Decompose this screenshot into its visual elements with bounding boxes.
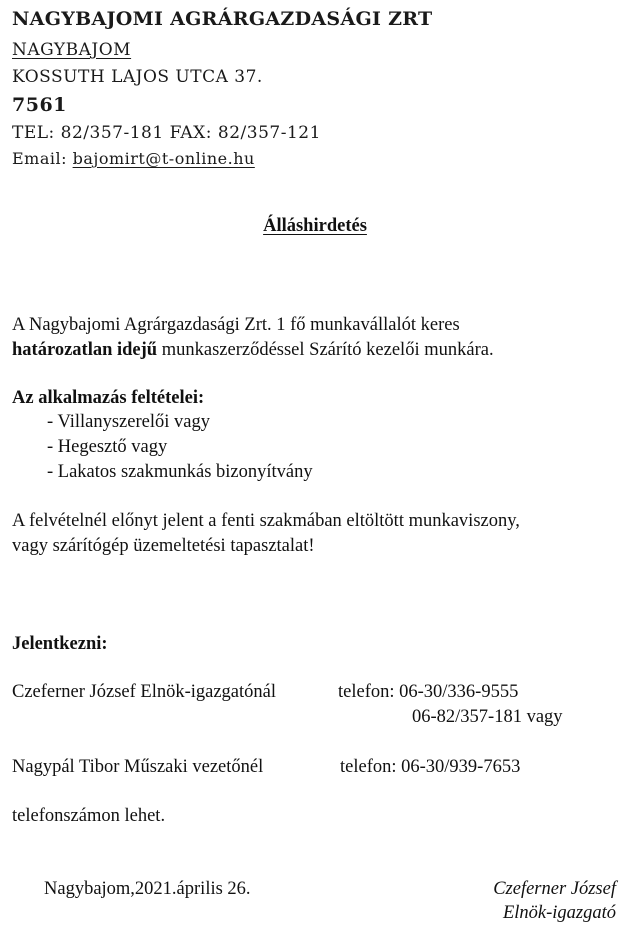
condition-item: - Villanyszerelői vagy xyxy=(47,412,210,432)
company-street: KOSSUTH LAJOS UTCA 37. xyxy=(12,67,263,87)
condition-item: - Hegesztő vagy xyxy=(47,437,168,457)
company-city: NAGYBAJOM xyxy=(12,40,132,60)
contact-2-phone: telefon: 06-30/939-7653 xyxy=(340,757,521,777)
contact-1-phone-extra: 06-82/357-181 vagy xyxy=(412,707,563,727)
contact-1-name: Czeferner József Elnök-igazgatónál xyxy=(12,682,277,702)
advantage-line-1: A felvételnél előnyt jelent a fenti szakmában eltöltött munkaviszony, xyxy=(12,511,520,531)
signer-name: Czeferner József xyxy=(493,879,616,899)
conditions-heading: Az alkalmazás feltételei: xyxy=(12,388,205,408)
place-date: Nagybajom,2021.április 26. xyxy=(44,879,251,899)
contact-1-phone: telefon: 06-30/336-9555 xyxy=(338,682,519,702)
apply-closing: telefonszámon lehet. xyxy=(12,806,166,826)
company-zip: 7561 xyxy=(12,94,67,116)
email-label: Email: xyxy=(12,149,73,168)
signer-title: Elnök-igazgató xyxy=(502,903,616,923)
intro-line-2 xyxy=(12,340,494,361)
document-title: Álláshirdetés xyxy=(263,216,367,236)
contract-type: határozatlan idejű xyxy=(12,340,158,360)
contact-2-name: Nagypál Tibor Műszaki vezetőnél xyxy=(12,757,264,777)
intro-line-2-rest: munkaszerződéssel Szárító kezelői munkára. xyxy=(157,340,494,360)
company-email-row xyxy=(12,149,255,168)
email-link[interactable]: bajomirt@t-online.hu xyxy=(72,149,255,168)
intro-line-1: A Nagybajomi Agrárgazdasági Zrt. 1 fő munkavállalót keres xyxy=(12,315,460,335)
company-name: NAGYBAJOMI AGRÁRGAZDASÁGI ZRT xyxy=(12,8,433,30)
condition-item: - Lakatos szakmunkás bizonyítvány xyxy=(47,462,313,482)
company-tel-fax: TEL: 82/357-181 FAX: 82/357-121 xyxy=(12,123,321,143)
advantage-line-2: vagy szárítógép üzemeltetési tapasztalat! xyxy=(12,536,315,556)
apply-heading: Jelentkezni: xyxy=(12,634,108,654)
